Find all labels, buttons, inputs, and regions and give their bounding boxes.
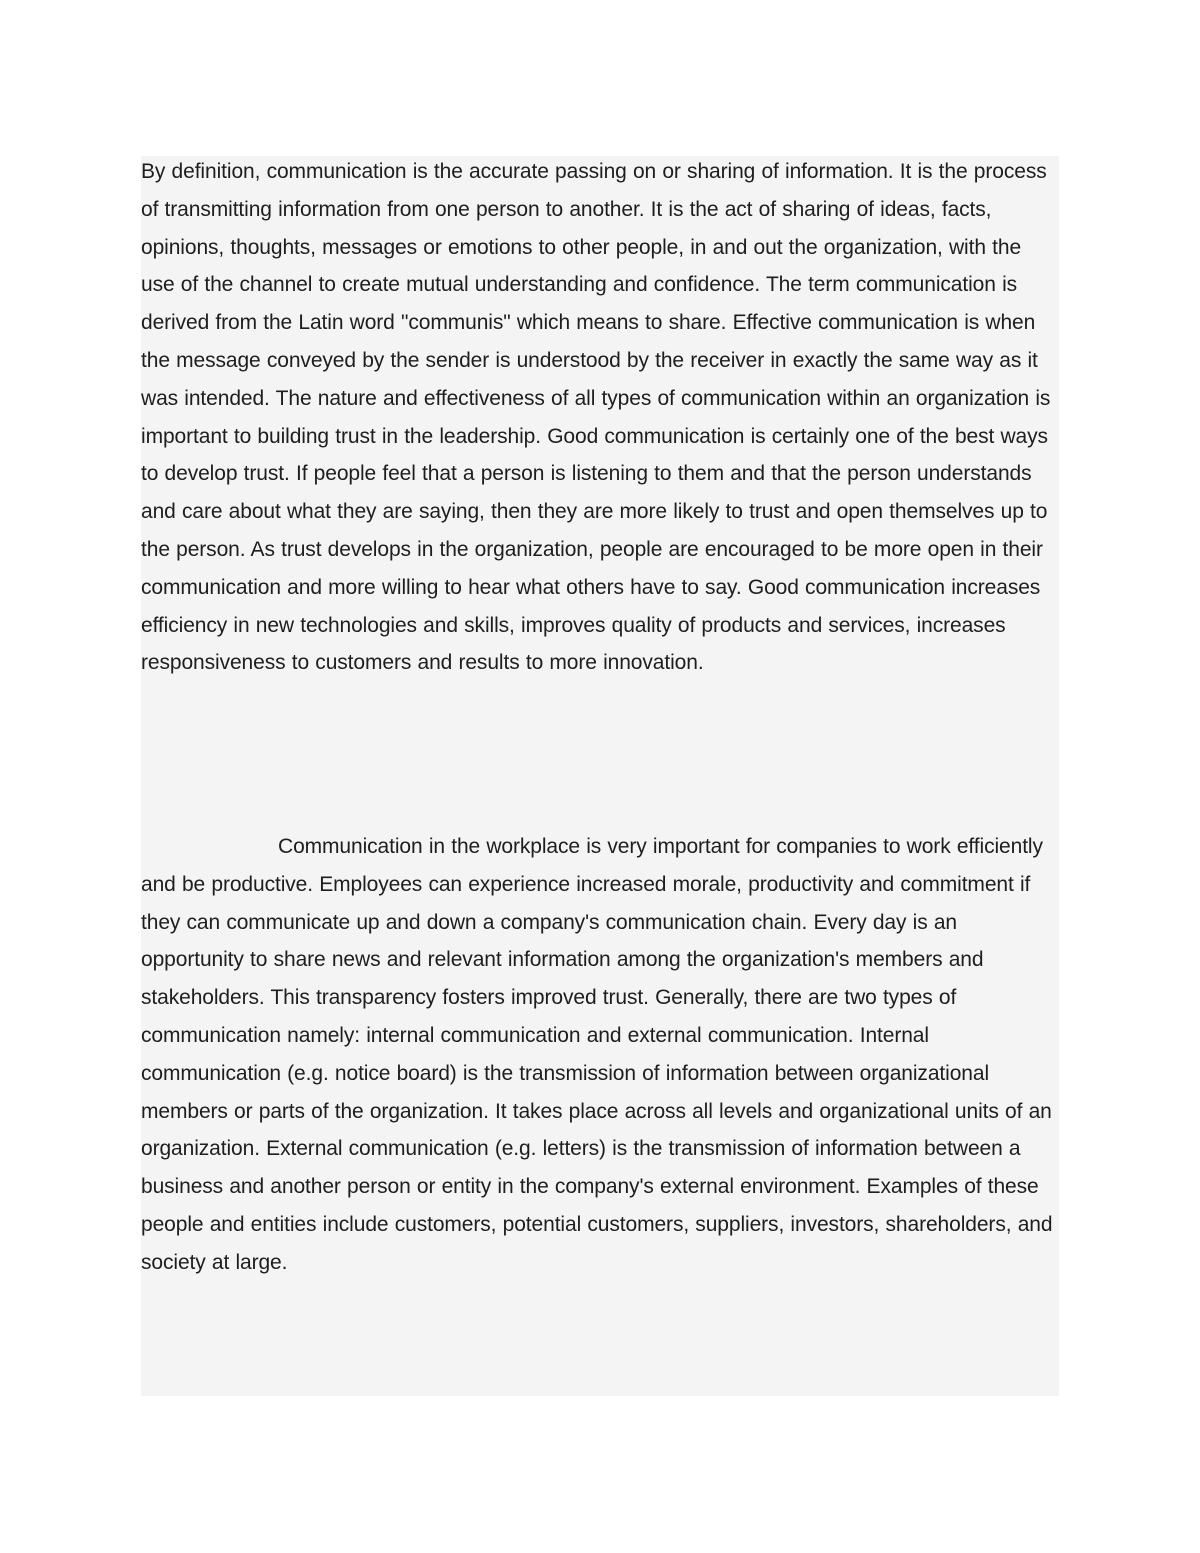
- paragraph-workplace-communication: Communication in the workplace is very important for companies to work efficiently and be productive. Employees can experience increased morale, productivity and commitment if they can communicate up and down a company's communication chain. Every day is an opportunity to share news and relevant information among the organization's members and stakeholders. This transparency fosters improved trust. Generally, there are two types of communication namely: internal communication and external communication. Internal communication (e.g. notice board) is the transmission of information between organizational members or parts of the organization. It takes place across all levels and organizational units of an organization. External communication (e.g. letters) is the transmission of information between a business and another person or entity in the company's external environment. Examples of these people and entities include customers, potential customers, suppliers, investors, shareholders, and society at large.: [141, 835, 1053, 1274]
- paragraph-definition: By definition, communication is the accurate passing on or sharing of information. It is the process of transmitting information from one person to another. It is the act of sharing of ideas, facts, opinions, thoughts, messages or emotions to other people, in and out the organization, with the use of the channel to create mutual understanding and confidence. The term communication is derived from the Latin word "communis" which means to share. Effective communication is when the message conveyed by the sender is understood by the receiver in exactly the same way as it was intended. The nature and effectiveness of all types of communication within an organization is important to building trust in the leadership. Good communication is certainly one of the best ways to develop trust. If people feel that a person is listening to them and that the person understands and care about what they are saying, then they are more likely to trust and open themselves up to the person. As trust develops in the organization, people are encouraged to be more open in their communication and more willing to hear what others have to say. Good communication increases efficiency in new technologies and skills, improves quality of products and services, increases responsiveness to customers and results to more innovation.: [141, 160, 1051, 675]
- document-text-block: [141, 156, 1059, 1396]
